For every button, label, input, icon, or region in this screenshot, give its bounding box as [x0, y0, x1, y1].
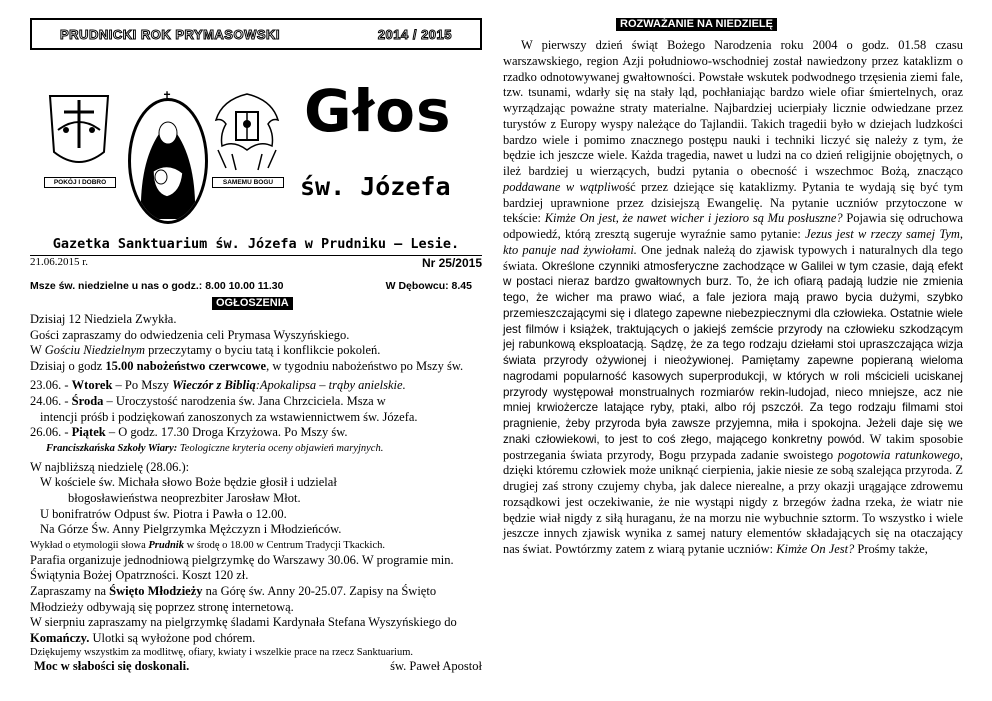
- announcement-line: Wykład o etymologii słowa Prudnik w środę o 18.00 w Centrum Tradycji Tkackich.: [30, 539, 386, 551]
- logo-group: [44, 90, 282, 188]
- announcement-line: intencji próśb i podziękowań zanoszonych za wstawiennictwem św. Józefa.: [40, 409, 418, 424]
- primate-coat-of-arms-icon: [212, 90, 282, 188]
- mass-times-main: Msze św. niedzielne u nas o godz.: 8.00 10.00 11.30: [30, 280, 284, 292]
- banner-right: 2014 / 2015: [377, 26, 452, 42]
- announcement-line: W najbliższą niedzielę (28.06.):: [30, 459, 190, 474]
- announcement-line: Zapraszamy na Święto Młodzieży na Górę św. Anny 20-25.07. Zapisy na Święto Młodzieży odbywają się poprzez stronę internetową.: [30, 583, 437, 614]
- quote-text: Moc w słabości się doskonali.: [34, 659, 190, 674]
- announcement-line: W sierpniu zapraszamy na pielgrzymkę śladami Kardynała Stefana Wyszyńskiego do Komańczy. Ulotki są wyłożone pod chórem.: [30, 615, 457, 645]
- announcement-line: Dzisiaj o godz 15.00 nabożeństwo czerwcowe, w tygodniu nabożeństwo po Mszy św.: [30, 358, 464, 373]
- announcement-line: błogosławieństwa neoprezbiter Jarosław Młot.: [68, 490, 301, 505]
- announcement-line: 24.06. - Środa – Uroczystość narodzenia św. Jana Chrzciciela. Mszа w: [30, 393, 386, 408]
- franciscan-seal-icon: [44, 90, 114, 188]
- left-column: [30, 18, 482, 674]
- announcement-line: 23.06. - Wtorek – Po Mszy Wieczór z Biblią:Apokalipsa – trąby anielskie.: [30, 378, 406, 393]
- cross-icon: ✝: [162, 89, 173, 103]
- issue-info: [30, 256, 482, 270]
- seal-right-caption: SAMEMU BOGU: [212, 177, 284, 188]
- masthead: [30, 50, 482, 674]
- mass-times: [30, 280, 482, 292]
- announcement-line: Dzisiaj 12 Niedziela Zwykła.: [30, 312, 177, 326]
- issue-date: 21.06.2015 r.: [30, 256, 89, 268]
- banner-left: PRUDNICKI ROK PRYMASOWSKI: [60, 26, 281, 42]
- announcement-line: W Gościu Niedzielnym przeczytamy o byciu tatą i konflikcie pokoleń.: [30, 343, 381, 358]
- announcement-line: W kościele św. Michała słowo Boże będzie głosił i udzielał: [40, 475, 337, 490]
- announcements-body: [30, 312, 482, 675]
- closing-quote: [30, 659, 482, 675]
- thanks-line: Dziękujemy wszystkim za modlitwę, ofiary, kwiaty i wszelkie prace na rzecz Sanktuarium.: [30, 647, 414, 659]
- banner: [30, 18, 482, 50]
- reflection-body: [503, 38, 963, 558]
- publication-subtitle: Gazetka Sanktuarium św. Józefa w Prudniku – Lesie.: [52, 236, 460, 252]
- announcement-line: Na Górze Św. Anny Pielgrzymka Mężczyzn i Młodzieńców.: [40, 522, 342, 537]
- announcement-line: Gości zapraszamy do odwiedzenia celi Prymasa Wyszyńskiego.: [30, 327, 350, 342]
- reflection-paragraph: W pierwszy dzień świąt Bożego Narodzenia roku 2004 o godz. 01.58 czasu warszawskiego, region Azji południowo-wschodniej został nawiedzony przez kataklizm o rzadko odnotowywanej gwałtowności. Powstałe wskutek podwodnego trzęsienia ziemi fale, tzw. tsunami, wdarły się na stały ląd, pochłaniając bardzo wiele ofiar śmiertelnych, oraz wyrządzając poważne straty materialne. Najbardziej ucierpiały licznie odwiedzane przez turystów z Europy wyspy należące do Tajlandii. Takich tragedii było w dziejach ludzkości bardzo wiele i pomimo znacznego postępu nauki i techniki liczyć się należy z tym, że będzie ich jeszcze wiele. Każda tragedia, nawet u ludzi na co dzień religijnie obojętnych, o ileż bardziej u wierzących, budzi pytania o obecność i wszechmoc Bożą, znacząco poddawane w wątpliwość przez dziejące się kataklizmy. Pytania te wydają się być tym bardziej uprawnione przez dzisiejszą Ewangelię. Na pytanie uczniów przytoczone w tekście: Kimże On jest, że nawet wicher i jezioro są Mu posłuszne? Pojawia się odruchowa odpowiedź, którą zresztą sugeruje wyraźnie samo pytanie: Jezus jest w rzeczy samej Tym, kto panuje nad żywiołami. One jednak należą do zjawisk typowych i naturalnych dla tego świata. Określone czynniki atmosferyczne zachodzące w Galilei w tym czasie, dają efekt w postaci nieraz bardzo gwałtownych burz. To, że ich ofiarą padają ludzie nie zmienia tego, że wicher ma prawo wiać, a fale jeziora mają prawo bycia dużymi, szybko przemieszczającymi się i dlatego zapewne niebezpiecznymi dla człowieka. Ostatnie wiele jest filmów i książek, traktujących o jakiejś zemście przyrody na człowieku szkodzącym jej rabunkową eksploatacją. Sądzę, że za tego rodzaju dziełami stoi upraszczająca wizja świata przyrody ożywionej i nieożywionej. Pamiętamy zapewne popieraną wieloma nagrodami popularność kasowych superprodukcji, w których w roli mścicieli uciskanej przyrody występował monstrualnych rozmiarów rekin-ludojad, nieco mniejsze, acz nie mniej krwiożercze latające ryby, ptaki, albo rój pszczół. Za tego rodzaju filmami stoi pragnienie, żeby przyroda była zawsze przyjemna, miła i spokojna. Jeżeli daje się we znaki człowiekowi, to jest to coś złego, mającego konkretny powód. W takim sposobie postrzegania świata przyrody, Bogu przypada zadanie swoistego pogotowia ratunkowego, dzięki któremu człowiek może uniknąć cierpienia, jakie niesie ze sobą szalejąca przyroda. Z drugiej zaś strony czujemy chyba, jak dalece nierealne, a przy okazji urągające zdrowemu rozsądkowi jest oczekiwanie, że nie wystąpi nigdy z brzegów żadna rzeka, że wiatr nie będzie wiał nigdy z siłą huraganu, że na morzu nie wybuchnie sztorm. To wszystko i wiele jeszcze innych zjawisk wynika z samej natury elementów składających się na otaczający nas świat. Powtórzmy zatem z wiarą pytanie uczniów: Kimże On Jest? Prośmy także,: [503, 38, 964, 556]
- announcements-heading: OGŁOSZENIA: [212, 297, 293, 310]
- madonna-image: [128, 98, 208, 224]
- mass-times-debowiec: W Dębowcu: 8.45: [385, 280, 472, 292]
- announcement-line: U bonifratrów Odpust św. Piotra i Pawła o 12.00.: [40, 506, 287, 521]
- announcement-line: 26.06. - Piątek – O godz. 17.30 Droga Krzyżowa. Po Mszy św.: [30, 425, 348, 440]
- masthead-subtitle: św. Józefa: [300, 172, 451, 201]
- masthead-title: Głos: [304, 77, 452, 145]
- announcement-line: Franciszkańska Szkoły Wiary: Teologiczne kryteria oceny objawień maryjnych.: [46, 442, 384, 454]
- seal-left-caption: POKÓJ I DOBRO: [44, 177, 116, 188]
- quote-author: św. Paweł Apostoł: [390, 659, 482, 674]
- issue-number: Nr 25/2015: [421, 256, 482, 270]
- reflection-heading: ROZWAŻANIE NA NIEDZIELĘ: [616, 18, 777, 31]
- announcement-line: Parafia organizuje jednodniową pielgrzymkę do Warszawy 30.06. W programie min. Świątynia Bożej Opatrzności. Koszt 120 zł.: [30, 552, 454, 583]
